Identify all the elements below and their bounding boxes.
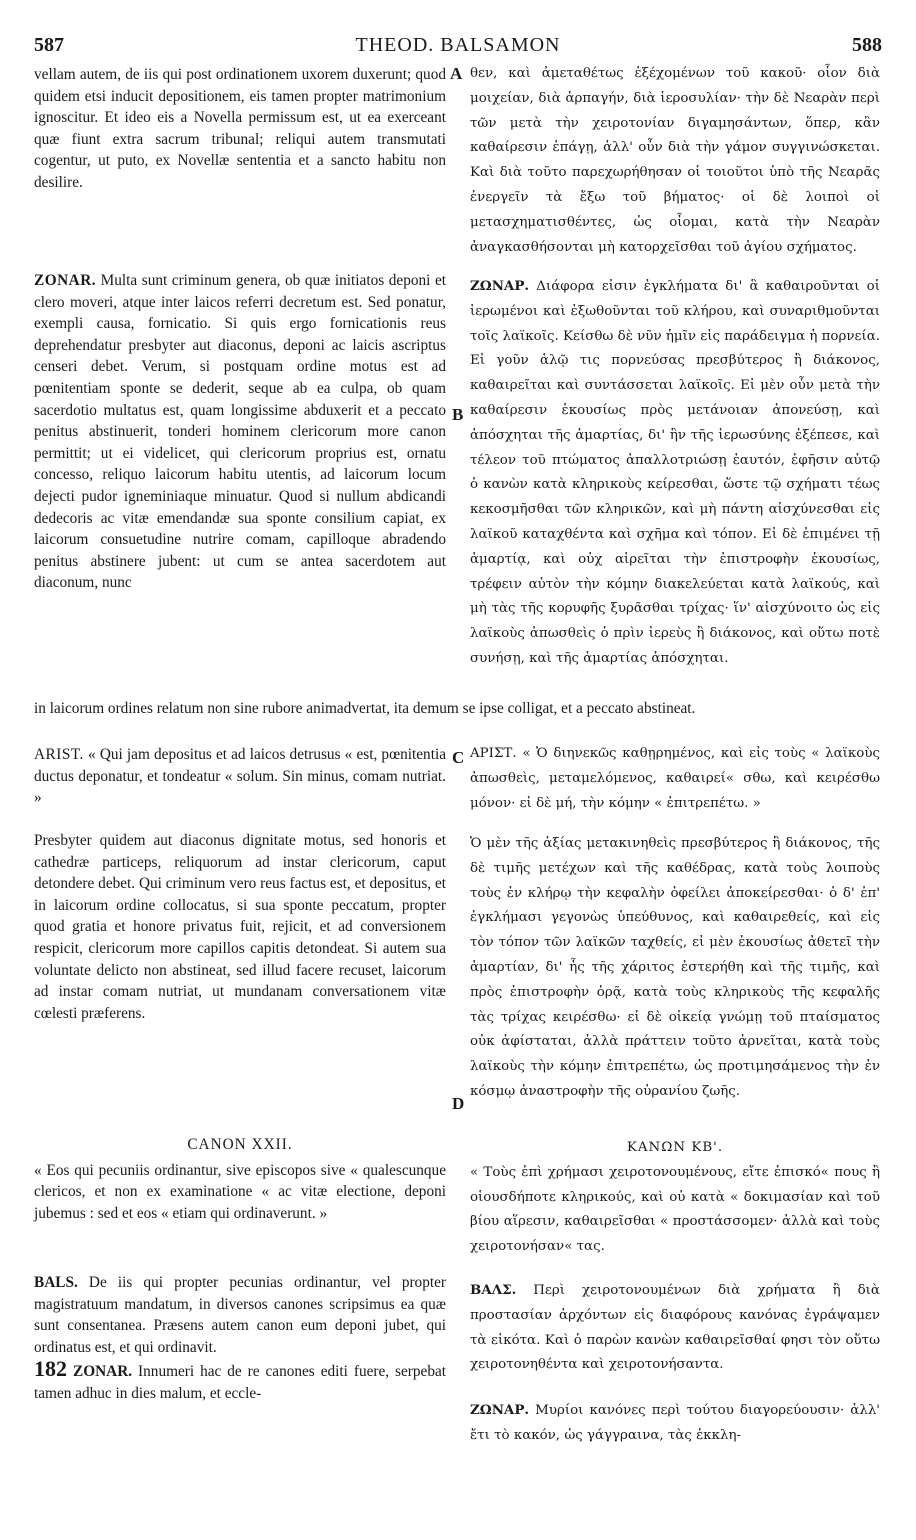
right-page-number: 588 — [852, 34, 882, 56]
greek-canon — [470, 1136, 880, 1260]
greek-intro — [470, 62, 880, 260]
greek-arist-rule — [470, 742, 880, 816]
latin-arist-rule — [34, 744, 446, 809]
greek-canon-title: ΚΑΝΩΝ ΚΒ'. — [626, 1140, 724, 1155]
latin-zonar-text: Multa sunt criminum genera, ob quæ initiatos deponi et clero moveri, atque inter laicos referri decretum est. Sed ponatur, exempli causa, fornicatio. Si quis ergo fornicationis reus deprehendatur presbyter aut diaconus, deponi ac laicis ascriptus censeri debet. Verum, si postquam ordine motus est ad pœnitentiam sponte se dederit, seque ab ea culpa, ob quam sacerdotio multatus est, quam longissime abduxerit et a peccato penitus abstinuerit, tonderi hominem clericorum more canon permittit; ut ei videlicet, qui clericorum proprius est, ornatu concesso, reliquo laicorum habitu utentis, ad laicorum locum dejecti pudor igneminiaque minuatur. Quod si nullum abdicandi dedecoris ac vitæ emendandæ sua sponte consilium capiat, ex laicorum consuetudine nutrire comam, capilloque abradendo penitus abstinere jubent: ut cum se antea sacerdotem aut diaconum, nunc — [34, 272, 446, 592]
greek-arist-comment-text: Ὁ μὲν τῆς ἀξίας μετακινηθεὶς πρεσβύτερος ἢ διάκονος, τῆς δὲ τιμῆς μετέχων καὶ τῆς καθέδρας, κατὰ τοὺς λοιποὺς τοὺς ἐν κλήρῳ τὴν κεφαλὴν ὀφείλει ἀποκείρεσθαι· ὁ δ' ἐπ' ἐγκλήμασι γεγονὼς ὑπεύθυνος, καὶ καθαιρεθείς, καὶ εἰς τὸν τόπον τῶν λαϊκῶν ταχθείς, εἰ μὲν ἑκουσίως ἀθετεῖ τὴν ἁμαρτίαν, δι' ἧς τῆς χάριτος ἐστερήθη καὶ τῆς τιμῆς, καὶ πρὸς ἐπιστροφὴν ὁρᾷ, κατὰ τοὺς κληρικοὺς τῆς κεφαλῆς τὰς τρίχας κειρέσθω· εἰ δὲ οἰκείᾳ γνώμῃ τοῦ πταίσματος οὐκ ἀφίσταται, ἀλλὰ πράττειν τοῦτο ἀρνεῖται, κατὰ τοὺς λαϊκοὺς τὴν κόμην ἐπιτρεπέτω, ὡς προτιμησάμενος τὴν ἐν κόσμῳ ἀναστροφὴν τῆς οὐρανίου ζωῆς. — [470, 836, 880, 1099]
latin-intro-text: vellam autem, de iis qui post ordinationem uxorem duxerunt; quod quidem etsi inducit depositionem, eis tamen propter matrimonium ignoscitur. Et ideo eis a Novella permissum est, ut ea exerceant quæ fiunt extra sacrum tribunal; reliqui autem transmutati cogentur, ut puto, ex Novellæ sententia et a sancto habitu non desilire. — [34, 66, 446, 191]
greek-bals-commentary — [470, 1278, 880, 1449]
latin-zonar-continuation — [34, 698, 884, 720]
page-header — [0, 4, 916, 54]
latin-zonar-label: ZONAR. — [34, 272, 97, 289]
latin-arist-text: « Qui jam depositus et ad laicos detrusus « est, pœnitentia ductus deponatur, et tondeatur « solum. Sin minus, comam nutriat. » — [34, 746, 446, 807]
greek-arist-comment — [470, 832, 880, 1105]
latin-canon-text: « Eos qui pecuniis ordinantur, sive episcopos sive « qualescunque clericos, et non ex examinatione « ac vitæ electione, deponi jubemus : sed et eos « etiam qui ordinaverunt. » — [34, 1161, 446, 1222]
margin-letter-a: A — [450, 64, 463, 83]
greek-zonar-label: ΖΩΝΑΡ. — [470, 278, 530, 294]
latin-zonar2-text: Innumeri hac de re canones editi fuere, serpebat tamen adhuc in dies malum, et eccle- — [34, 1363, 447, 1402]
latin-canon-title: CANON XXII. — [187, 1136, 293, 1153]
greek-bals-text: Περὶ χειροτονουμένων διὰ χρήματα ἢ διὰ προστασίαν ἀρχόντων εἰς διαφόρους κανόνας ἐγράψαμεν τὰ εἰκότα. Καὶ ὁ παρὼν κανὼν καθαιρεῖσθαί φησι τὸν οὕτω χειροτονηθέντα καὶ χειροτονήσαντα. — [470, 1283, 880, 1373]
folio-number: 182 — [34, 1356, 67, 1382]
running-title: THEOD. BALSAMON — [355, 34, 561, 56]
latin-arist-label: ARIST. — [34, 746, 84, 763]
margin-letter-b: B — [452, 405, 464, 424]
latin-bals-label: BALS. — [34, 1274, 78, 1291]
latin-zonar2-label: ZONAR. — [73, 1363, 133, 1381]
greek-zonar2-label: ΖΩΝΑΡ. — [470, 1402, 530, 1419]
latin-canon — [34, 1134, 446, 1224]
greek-canon-text: « Τοὺς ἐπὶ χρήμασι χειροτονουμένους, εἴτε ἐπισκό« πους ἢ οἱουσδήποτε κληρικούς, καὶ οὐ κατὰ « δοκιμασίαν καὶ τοῦ βίου αἵρεσιν, καθαιρεῖσθαι « προστάσσομεν· ἀλλὰ καὶ τοὺς χειροτονήσαν« τας. — [470, 1164, 880, 1255]
greek-zonar-text: Διάφορα εἰσιν ἐγκλήματα δι' ἃ καθαιροῦνται οἱ ἱερωμένοι καὶ ἐξωθοῦνται τοῦ κλήρου, καὶ συναριθμοῦνται τοῖς λαϊκοῖς. Κείσθω δὲ νῦν ἡμῖν εἰς παράδειγμα ἡ πορνεία. Εἰ γοῦν ἁλῷ τις πορνεύσας πρεσβύτερος ἢ διάκονος, καθαιρεῖται καὶ συντάσσεται λαϊκοῖς. Εἰ μὲν οὖν μετὰ τὴν καθαίρεσιν ἑκουσίως πρὸς μετάνοιαν ἀπονεύσῃ, καὶ ἀπόσχηται τῆς ἁμαρτίας, δι' ἣν τῆς ἱερωσύνης ἐξέπεσε, καὶ τέλεον τοῦ πτώματος ἀπαλλοτριώσῃ ἑαυτόν, ἐφῆσιν αὐτῷ ὁ κανὼν κατὰ κληρικοὺς κείρεσθαι, ὥστε τῷ σχήματι τέως κεκοσμῆσθαι τῶν κληρικῶν, καὶ μὴ πάντη αἰσχύνεσθαι εἰς λαϊκοῦ καταχθέντα καὶ σχῆμα καὶ τόπον. Εἰ δὲ ἐπιμένει τῇ ἁμαρτίᾳ, καὶ οὐχ αἱρεῖται τὴν ἐπιστροφὴν ἑκουσίως, τρέφειν αὐτὸν τὴν κόμην διακελεύεται κατὰ λαϊκούς, καὶ μὴ τὰς τῆς κορυφῆς ξυρᾶσθαι τρίχας· ἵν' αἰσχύνοιτο ὡς εἰς λαϊκοὺς ἀπωσθεὶς ὁ πρὶν ἱερεὺς ἢ διάκονος, καὶ οὕτω ποτὲ συνήσῃ, καὶ τῆς ἁμαρτίας ἀπόσχηται. — [470, 279, 880, 666]
latin-intro — [34, 64, 446, 194]
left-page-number: 587 — [34, 34, 64, 56]
greek-arist-text: « Ὁ διηνεκῶς καθῃρημένος, καὶ εἰς τοὺς « λαϊκοὺς ἀπωσθεὶς, μεταμελόμενος, καθαιρεί« σθω, καὶ κειρέσθω μόνον· εἰ δὲ μή, τὴν κόμην « ἐπιτρεπέτω. » — [470, 746, 880, 811]
latin-arist-comment — [34, 830, 446, 1024]
greek-arist-label: ΑΡΙΣΤ. — [470, 746, 517, 761]
greek-intro-text: θεν, καὶ ἀμεταθέτως ἐξέχομένων τοῦ κακοῦ· οἷον διὰ μοιχείαν, διὰ ἁρπαγήν, διὰ ἱεροσυλίαν· τὴν δὲ Νεαρὰν περὶ τῶν μετὰ τὴν χειροτονίαν διγαμησάντων, ὅπερ, κἂν καθαίρεσιν ἐπάγῃ, ἀλλ' οὖν διὰ τὴν γάμον συγγινώσκεται. Καὶ διὰ τοῦτο παρεχωρήθησαν οἱ τοιοῦτοι ὑπὸ τῆς Νεαρᾶς ἐνεργεῖν τὰ ἔξω τοῦ βήματος· οἱ δὲ λοιποὶ οἱ μετασχηματισθέντες, ὡς οἶομαι, κατὰ τὴν Νεαρὰν ἀναγκασθήσονται μὴ κατορχεῖσθαι τοῦ ἁγίου σχήματος. — [470, 66, 880, 255]
latin-arist-comment-text: Presbyter quidem aut diaconus dignitate motus, sed honoris et cathedræ particeps, reliquorum ad instar clericorum, caput detondere debet. Qui criminum vero reus factus est, et depositus, et in laicorum ordine collocatus, si sua sponte peccatum, propter quod gratia et honore privatus fuit, rejicit, et ad conversionem respicit, clericorum more capillos capitis detondeat. Si autem sua voluntate delicto non abstineat, sed illud facere recuset, laicorum ad instar comam nutriat, ut mundanam conversationem vitæ cœlesti præferens. — [34, 832, 446, 1022]
greek-zonar-commentary — [470, 274, 880, 672]
margin-letter-d: D — [452, 1094, 465, 1113]
greek-bals-label: ΒΑΛΣ. — [470, 1282, 517, 1298]
latin-zonar-commentary — [34, 270, 446, 594]
latin-bals-commentary — [34, 1272, 446, 1405]
latin-zonar-cont-text: in laicorum ordines relatum non sine rubore animadvertat, ita demum se ipse colligat, et a peccato abstineat. — [34, 700, 696, 717]
margin-letter-c: C — [452, 748, 465, 767]
latin-bals-text: De iis qui propter pecunias ordinantur, vel propter magistratuum mandatum, in diversos canones scripsimus ea quæ sunt consentanea. Præsens autem canon eum deponi jubet, qui ordinatus est, et qui ordinavit. — [34, 1274, 446, 1356]
greek-zonar2-text: Μυρίοι κανόνες περὶ τούτου διαγορεύουσιν· ἀλλ' ἔτι τὸ κακόν, ὡς γάγγραινα, τὰς ἐκκλη- — [470, 1403, 880, 1443]
